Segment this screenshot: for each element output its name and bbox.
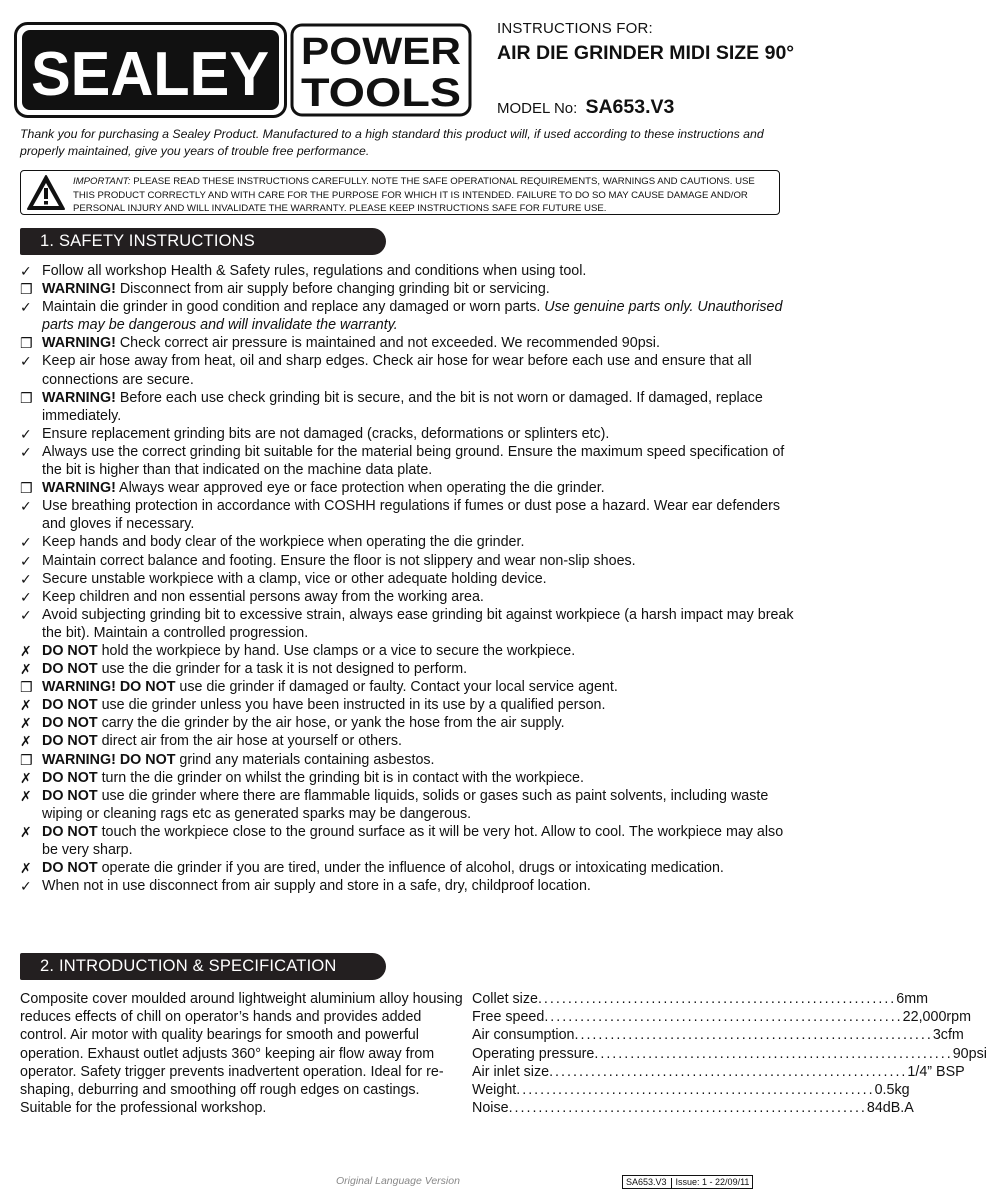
- warning-box-icon: ❒: [20, 281, 33, 298]
- safety-item: [20, 751, 795, 769]
- safety-item-text: Disconnect from air supply before changing grinding bit or servicing.: [115, 281, 550, 298]
- check-icon: ✓: [20, 443, 32, 460]
- safety-item-text: direct air from the air hose at yourself or others.: [97, 733, 402, 750]
- warning-triangle-icon: [26, 174, 66, 212]
- safety-item-text: operate die grinder if you are tired, under the influence of alcohol, drugs or intoxicating medication.: [97, 860, 724, 877]
- safety-item: [20, 389, 795, 425]
- safety-item-text: Ensure replacement grinding bits are not damaged (cracks, deformations or splinters etc).: [42, 425, 610, 442]
- safety-item-emphasis: WARNING!: [42, 389, 116, 406]
- important-body: PLEASE READ THESE INSTRUCTIONS CAREFULLY. NOTE THE SAFE OPERATIONAL REQUIREMENTS, WARNINGS AND CAUTIONS. USE THIS PRODUCT CORRECTLY AND WITH CARE FOR THE PURPOSE FOR WHICH IT IS INTENDED. FAILURE TO DO SO MAY CAUSE DAMAGE AND/OR PERSONAL INJURY AND WILL INVALIDATE THE WARRANTY. PLEASE KEEP INSTRUCTIONS SAFE FOR FUTURE USE.: [73, 176, 755, 215]
- safety-instructions-list: [20, 262, 795, 895]
- safety-item-emphasis: WARNING!: [42, 281, 116, 298]
- safety-item-emphasis: DO NOT: [42, 769, 98, 786]
- safety-item: [20, 425, 795, 443]
- footer-issue: Issue: 1 - 22/09/11: [675, 1177, 750, 1187]
- safety-item: [20, 497, 795, 533]
- spec-value: 0.5kg: [874, 1082, 910, 1099]
- check-icon: ✓: [20, 498, 32, 515]
- safety-item: [20, 787, 795, 823]
- spec-row: [472, 1063, 965, 1081]
- cross-icon: ✗: [20, 715, 32, 732]
- cross-icon: ✗: [20, 733, 32, 750]
- spec-value: 22,000rpm: [902, 1009, 972, 1026]
- safety-item-text: Follow all workshop Health & Safety rules, regulations and conditions when using tool.: [42, 263, 587, 279]
- important-label: IMPORTANT:: [73, 176, 131, 187]
- cross-icon: ✗: [20, 787, 32, 804]
- safety-item-text: When not in use disconnect from air supply and store in a safe, dry, childproof location.: [42, 878, 591, 895]
- safety-item-emphasis: DO NOT: [42, 787, 98, 804]
- product-description: Composite cover moulded around lightweight aluminium alloy housing reduces effects of chill on operator’s hands and provides added control. Air motor with quality bearings for smooth and powerful operation. Exhaust outlet adjusts 360° keeping air flow away from operator. Safety trigger prevents inadvertent operation. Ideal for re-shaping, deburring and smoothing off rough edges on castings. Suitable for the professional workshop.: [20, 991, 463, 1117]
- spec-label: Air inlet size: [472, 1063, 550, 1080]
- check-icon: ✓: [20, 353, 32, 370]
- safety-item-text: carry the die grinder by the air hose, or yank the hose from the air supply.: [97, 715, 565, 732]
- svg-text:TOOLS: TOOLS: [301, 71, 461, 115]
- safety-item-text: Check correct air pressure is maintained and not exceeded. We recommended 90psi.: [115, 335, 660, 352]
- check-icon: ✓: [20, 588, 32, 605]
- check-icon: ✓: [20, 878, 32, 895]
- spec-label: Collet size: [472, 991, 538, 1007]
- safety-item-text: use die grinder if damaged or faulty. Contact your local service agent.: [175, 679, 618, 696]
- spec-row: [472, 990, 929, 1008]
- cross-icon: ✗: [20, 769, 32, 786]
- safety-item-emphasis: WARNING!: [42, 480, 116, 497]
- safety-item: [20, 660, 795, 678]
- safety-item-text: Keep hands and body clear of the workpiece when operating the die grinder.: [42, 534, 525, 551]
- model-label: MODEL No:: [497, 100, 578, 117]
- intro-paragraph: Thank you for purchasing a Sealey Product. Manufactured to a high standard this product will, if used according to these instructions and properly maintained, give you years of trouble free performance.: [20, 127, 764, 158]
- safety-item-text: grind any materials containing asbestos.: [175, 751, 435, 768]
- safety-item: [20, 552, 795, 570]
- safety-item-text: Before each use check grinding bit is secure, and the bit is not worn or damaged. If damaged, replace immediately.: [42, 389, 763, 424]
- spec-leader-dots: ............................................................: [508, 1100, 867, 1117]
- sealey-power-tools-logo: [14, 22, 484, 118]
- safety-item-emphasis: DO NOT: [42, 642, 98, 659]
- safety-item-emphasis: WARNING!: [42, 335, 116, 352]
- safety-item: [20, 823, 795, 859]
- spec-label: Operating pressure: [472, 1045, 595, 1062]
- footer-model: SA653.V3: [626, 1177, 667, 1187]
- safety-item-text: Avoid subjecting grinding bit to excessive strain, always ease grinding bit against workpiece (a harsh impact may break the bit). Maintain a controlled progression.: [42, 606, 794, 641]
- model-number: SA653.V3: [585, 96, 675, 118]
- safety-item: [20, 280, 795, 298]
- safety-item: [20, 334, 795, 352]
- model-line: [497, 96, 674, 119]
- svg-text:SEALEY: SEALEY: [31, 40, 269, 109]
- safety-item: [20, 588, 795, 606]
- spec-value: 84dB.A: [866, 1100, 914, 1117]
- safety-item: [20, 732, 795, 750]
- safety-item-emphasis: DO NOT: [42, 733, 98, 750]
- safety-item: [20, 714, 795, 732]
- spec-row: [472, 1008, 972, 1026]
- safety-item-text: touch the workpiece close to the ground surface as it will be very hot. Allow to cool. The workpiece may also be very sharp.: [42, 823, 784, 858]
- section-header-safety: 1. SAFETY INSTRUCTIONS: [20, 228, 386, 255]
- safety-item-text: Keep children and non essential persons away from the working area.: [42, 588, 484, 605]
- safety-item-text: use the die grinder for a task it is not designed to perform.: [97, 661, 468, 678]
- safety-item-emphasis: WARNING! DO NOT: [42, 751, 176, 768]
- safety-item-text: Secure unstable workpiece with a clamp, vice or other adequate holding device.: [42, 570, 547, 587]
- safety-item-emphasis: DO NOT: [42, 697, 98, 714]
- safety-item-text: hold the workpiece by hand. Use clamps or a vice to secure the workpiece.: [97, 642, 576, 659]
- safety-item: [20, 298, 795, 334]
- warning-box-icon: ❒: [20, 751, 33, 768]
- instructions-for-label: INSTRUCTIONS FOR:: [497, 20, 653, 37]
- check-icon: ✓: [20, 606, 32, 623]
- warning-box-icon: ❒: [20, 335, 33, 352]
- safety-item-emphasis: DO NOT: [42, 661, 98, 678]
- safety-item: [20, 642, 795, 660]
- spec-leader-dots: ............................................................: [544, 1009, 903, 1026]
- spec-row: [472, 1081, 910, 1099]
- check-icon: ✓: [20, 263, 32, 279]
- safety-item: [20, 606, 795, 642]
- safety-item: [20, 262, 795, 280]
- safety-item-text: use die grinder where there are flammable liquids, solids or gases such as paint solvents, including waste wiping or cleaning rags etc as generated sparks may be dangerous.: [42, 787, 769, 822]
- spec-row: [472, 1026, 964, 1044]
- safety-item-emphasis: DO NOT: [42, 823, 98, 840]
- check-icon: ✓: [20, 552, 32, 569]
- safety-item-text: use die grinder unless you have been instructed in its use by a qualified person.: [97, 697, 606, 714]
- safety-item-text: Maintain die grinder in good condition and replace any damaged or worn parts.: [42, 299, 545, 316]
- safety-item-italic: Use genuine parts only. Unauthorised parts may be dangerous and will invalidate the warranty.: [42, 299, 783, 334]
- safety-item: [20, 570, 795, 588]
- spec-value: 90psi: [952, 1045, 987, 1062]
- safety-item: [20, 533, 795, 551]
- footer-issue-box: [622, 1175, 753, 1189]
- safety-item-emphasis: WARNING! DO NOT: [42, 679, 176, 696]
- safety-item-text: Keep air hose away from heat, oil and sharp edges. Check air hose for wear before each use and ensure that all connections are secure.: [42, 353, 752, 388]
- spec-leader-dots: ............................................................: [594, 1045, 953, 1062]
- safety-item: [20, 352, 795, 388]
- spec-leader-dots: ............................................................: [537, 991, 897, 1007]
- safety-item: [20, 877, 795, 895]
- spec-value: 3cfm: [932, 1027, 964, 1044]
- safety-item-text: Use breathing protection in accordance with COSHH regulations if fumes or dust pose a hazard. Wear ear defenders and gloves if necessary.: [42, 498, 780, 533]
- check-icon: ✓: [20, 425, 32, 442]
- spec-label: Air consumption: [472, 1027, 575, 1044]
- safety-item-text: Maintain correct balance and footing. Ensure the floor is not slippery and wear non-slip shoes.: [42, 552, 636, 569]
- spec-label: Weight: [472, 1082, 517, 1099]
- warning-box-icon: ❒: [20, 480, 33, 497]
- section-header-introduction: 2. INTRODUCTION & SPECIFICATION: [20, 953, 386, 980]
- safety-item: [20, 678, 795, 696]
- cross-icon: ✗: [20, 661, 32, 678]
- safety-item-emphasis: DO NOT: [42, 715, 98, 732]
- safety-item: [20, 443, 795, 479]
- cross-icon: ✗: [20, 860, 32, 877]
- safety-item: [20, 769, 795, 787]
- important-notice-box: [20, 170, 780, 215]
- product-title: AIR DIE GRINDER MIDI SIZE 90°: [497, 42, 795, 64]
- spec-leader-dots: ............................................................: [574, 1027, 933, 1044]
- svg-text:POWER: POWER: [301, 31, 461, 73]
- safety-item-text: Always use the correct grinding bit suitable for the material being ground. Ensure the maximum speed specification of the bit is higher than that indicated on the machine data plate.: [42, 443, 785, 479]
- safety-item-text: Always wear approved eye or face protection when operating the die grinder.: [115, 480, 605, 497]
- spec-leader-dots: ............................................................: [549, 1063, 908, 1080]
- check-icon: ✓: [20, 534, 32, 551]
- safety-item-emphasis: DO NOT: [42, 860, 98, 877]
- important-notice-text: [73, 175, 777, 216]
- spec-value: 6mm: [896, 991, 929, 1007]
- spec-row: [472, 1045, 987, 1063]
- check-icon: ✓: [20, 570, 32, 587]
- spec-row: [472, 1099, 914, 1117]
- cross-icon: ✗: [20, 642, 32, 659]
- cross-icon: ✗: [20, 823, 32, 840]
- safety-item-text: turn the die grinder on whilst the grinding bit is in contact with the workpiece.: [97, 769, 584, 786]
- safety-item: [20, 859, 795, 877]
- warning-box-icon: ❒: [20, 389, 33, 406]
- safety-item: [20, 696, 795, 714]
- spec-label: Free speed: [472, 1009, 545, 1026]
- warning-box-icon: ❒: [20, 679, 33, 696]
- cross-icon: ✗: [20, 697, 32, 714]
- footer-language-note: Original Language Version: [336, 1175, 460, 1187]
- check-icon: ✓: [20, 299, 32, 316]
- safety-item: [20, 479, 795, 497]
- spec-leader-dots: ............................................................: [516, 1082, 875, 1099]
- specification-table: [472, 990, 987, 1117]
- spec-label: Noise: [472, 1100, 509, 1117]
- spec-value: 1/4” BSP: [907, 1063, 965, 1080]
